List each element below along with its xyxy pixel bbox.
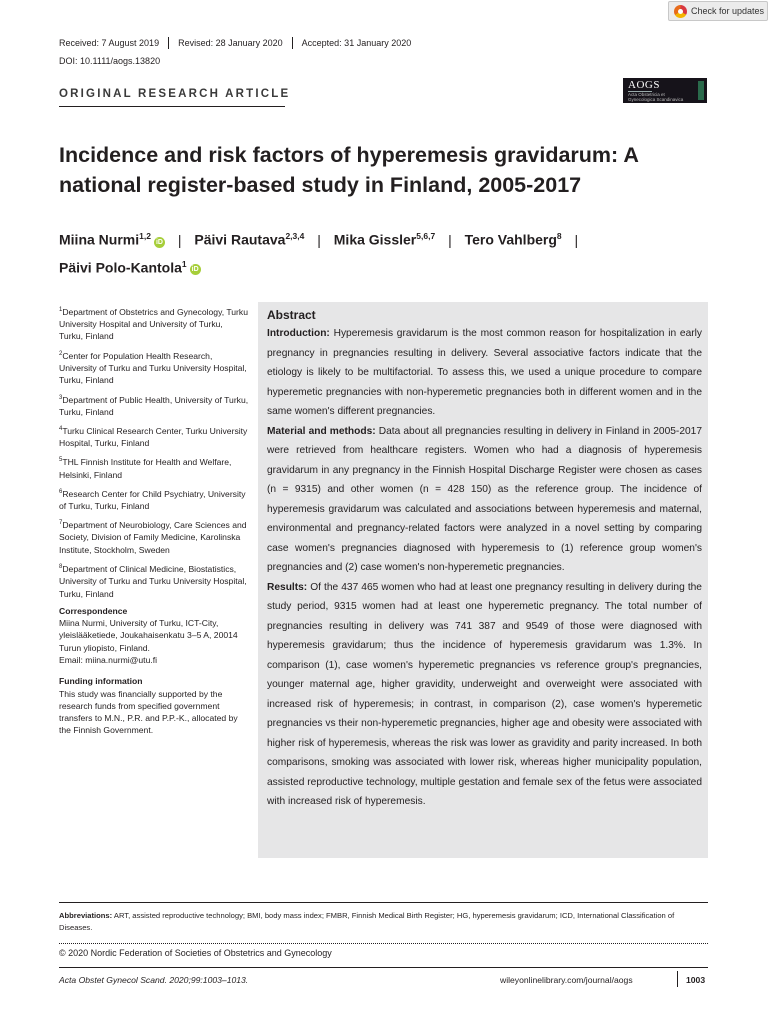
- crossmark-icon: [674, 5, 687, 18]
- abstract-heading: Abstract: [267, 308, 316, 322]
- affiliation-text: Center for Population Health Research, University of Turku and Turku University Hospital, Turku, Finland: [59, 350, 247, 386]
- affiliation-text: Turku Clinical Research Center, Turku University Hospital, Turku, Finland: [59, 425, 248, 449]
- page-separator: [677, 971, 678, 987]
- author-affil-sup: 1,2: [139, 231, 151, 241]
- abstract-section-label: Introduction:: [267, 328, 330, 339]
- affiliation-item: [59, 304, 249, 343]
- affiliation-item: [59, 454, 249, 480]
- correspondence-email[interactable]: Email: miina.nurmi@utu.fi: [59, 655, 158, 665]
- affiliation-number: 8: [59, 564, 63, 571]
- journal-logo[interactable]: [623, 78, 707, 103]
- author-affil-sup: 2,3,4: [285, 231, 305, 241]
- author-list: [59, 224, 709, 279]
- affiliation-item: [59, 392, 249, 418]
- author-name[interactable]: Tero Vahlberg: [464, 231, 557, 248]
- copyright-rule: [59, 943, 708, 944]
- journal-website-link[interactable]: wileyonlinelibrary.com/journal/aogs: [500, 975, 633, 985]
- footer-rule: [59, 967, 708, 968]
- received-date: Received: 7 August 2019: [59, 38, 160, 48]
- author-separator: |: [448, 231, 452, 248]
- abstract-section-text: Of the 437 465 women who had at least one pregnancy resulting in delivery during the study period, 9315 women had at least one hyperemetic pregnancy. The total number of pregnancies resulting in delivery was 741 387 and 9549 of those were diagnosed with hyperemesis gravidarum; thus the incidence of hyperemesis gravidarum was 1.3%. In comparison (1), case women's hyperemetic pregnancies vs reference group's pregnancies, younger maternal age, higher gravidity, underweight and overweight were associated with increased risk of hyperemesis; in contrast, in comparison (2), case women's hyperemetic pregnancies vs their non-hyperemetic pregnancies, higher age and obesity were associated with higher risk of hyperemesis, whereas the risk was lower as gravidity and parity increased. In both comparisons, smoking was associated with lower risk, whereas higher municipality population, assisted reproductive technology, multiple gestation and female sex of the fetus were associated with increased risk of hyperemesis.: [267, 581, 702, 807]
- affiliation-item: [59, 517, 249, 556]
- affiliation-text: Department of Clinical Medicine, Biostatistics, University of Turku and Turku University Hospital, Turku, Finland: [59, 563, 247, 599]
- author-name[interactable]: Miina Nurmi: [59, 231, 140, 248]
- abstract-methods: [267, 422, 702, 578]
- affiliations-column: [59, 304, 249, 737]
- revised-date: Revised: 28 January 2020: [178, 38, 283, 48]
- doi[interactable]: DOI: 10.1111/aogs.13820: [59, 56, 161, 66]
- journal-citation: Acta Obstet Gynecol Scand. 2020;99:1003–1013.: [59, 975, 249, 985]
- abstract-section-label: Results:: [267, 581, 308, 593]
- funding-heading: Funding information: [59, 676, 143, 687]
- affiliation-number: 7: [59, 520, 63, 527]
- logo-subtext: Acta Obstetricia et Gynecologica Scandinavica: [628, 92, 684, 102]
- logo-text: AOGS: [628, 79, 660, 91]
- author-affil-sup: 5,6,7: [416, 231, 436, 241]
- affiliation-text: Department of Obstetrics and Gynecology, Turku University Hospital and University of Turku, Turku, Finland: [59, 306, 248, 342]
- date-separator: [292, 37, 293, 49]
- page-number: 1003: [686, 975, 706, 985]
- author-name[interactable]: Mika Gissler: [333, 231, 417, 248]
- affiliation-number: 1: [59, 307, 63, 313]
- affiliation-text: Department of Public Health, University of Turku, Turku, Finland: [59, 394, 249, 417]
- author-affil-sup: 8: [556, 231, 562, 241]
- author-separator: |: [177, 231, 182, 248]
- check-for-updates-label: Check for updates: [691, 6, 765, 16]
- abbreviations-label: Abbreviations:: [59, 911, 113, 920]
- funding-information: [59, 675, 249, 736]
- affiliation-number: 2: [59, 350, 63, 357]
- author-name[interactable]: Päivi Polo-Kantola: [59, 259, 182, 276]
- abstract-section-label: Material and methods:: [267, 425, 376, 437]
- abstract-section-text: Hyperemesis gravidarum is the most common reason for hospitalization in early pregnancy in pregnancies resulting in delivery. Several associative factors indicate that the etiology is likely to be multifactorial. To assess this, we used a unique procedure to compare hyperemetic pregnancies with non-hyperemetic pregnancies both in different women and in the same women's different pregnancies.: [267, 328, 702, 417]
- affiliation-number: 5: [59, 457, 63, 464]
- orcid-icon[interactable]: iD: [155, 238, 163, 246]
- abbreviations-rule: [59, 902, 708, 903]
- affiliation-item: [59, 348, 249, 387]
- affiliation-item: [59, 561, 249, 600]
- correspondence: [59, 605, 249, 666]
- correspondence-heading: Correspondence: [59, 605, 128, 616]
- accepted-date: Accepted: 31 January 2020: [301, 38, 412, 48]
- abbreviations-text: ART, assisted reproductive technology; BMI, body mass index; FMBR, Finnish Medical Birth Register; HG, hyperemesis gravidarum; ICD, International Classification of Diseases.: [59, 911, 675, 932]
- logo-accent: [698, 81, 704, 100]
- affiliation-number: 4: [59, 425, 63, 432]
- author-affil-sup: 1: [181, 258, 187, 269]
- abstract-section-text: Data about all pregnancies resulting in delivery in Finland in 2005-2017 were retrieved from healthcare registers. Women who had a diagnosis of hyperemesis gravidarum in any pregnancy in the Finnish Hospital Discharge Register were chosen as cases (n = 9315) and other women (n = 428 150) as the reference group. The incidence of hyperemesis gravidarum was calculated and associations between hyperemesis and maternal, environmental and pregnancy-related factors were analyzed in a novel setting by comparing case women's pregnancies diagnosed with hyperemesis to (1) reference group women's pregnancies and (2) case women's non-hyperemetic pregnancies.: [267, 425, 702, 573]
- affiliation-item: [59, 423, 249, 449]
- article-dates: [59, 37, 411, 49]
- affiliation-text: THL Finnish Institute for Health and Welfare, Helsinki, Finland: [59, 457, 232, 480]
- affiliation-text: Department of Neurobiology, Care Sciences and Society, Division of Family Medicine, Karolinska Institute, Stockholm, Sweden: [59, 520, 247, 555]
- abstract: [267, 306, 702, 812]
- abbreviations: [59, 910, 708, 934]
- affiliation-text: Research Center for Child Psychiatry, University of Turku, Turku, Finland: [59, 488, 246, 512]
- section-rule: [59, 106, 285, 107]
- date-separator: [168, 37, 169, 49]
- affiliation-number: 3: [59, 394, 63, 401]
- article-title: Incidence and risk factors of hyperemesis gravidarum: A national register-based study in Finland, 2005-2017: [59, 143, 639, 197]
- author-separator: |: [317, 231, 321, 248]
- abstract-results: [267, 578, 702, 812]
- author-name[interactable]: Päivi Rautava: [194, 231, 286, 248]
- abstract-introduction: [267, 324, 702, 422]
- funding-text: This study was financially supported by the research funds from specified government transfers to M.N., P.R. and P.P.-K., allocated by the Finnish Government.: [59, 688, 238, 736]
- affiliation-number: 6: [59, 488, 63, 495]
- affiliation-item: [59, 486, 249, 512]
- copyright: © 2020 Nordic Federation of Societies of Obstetrics and Gynecology: [59, 948, 332, 958]
- check-for-updates-button[interactable]: [668, 1, 768, 21]
- section-label: ORIGINAL RESEARCH ARTICLE: [59, 88, 291, 100]
- author-separator: |: [574, 231, 579, 248]
- orcid-icon[interactable]: iD: [191, 266, 199, 274]
- correspondence-address: Miina Nurmi, University of Turku, ICT-City, yleislääketiede, Joukahaisenkatu 3–5 A, 20014 Turun yliopisto, Finland.: [59, 618, 238, 653]
